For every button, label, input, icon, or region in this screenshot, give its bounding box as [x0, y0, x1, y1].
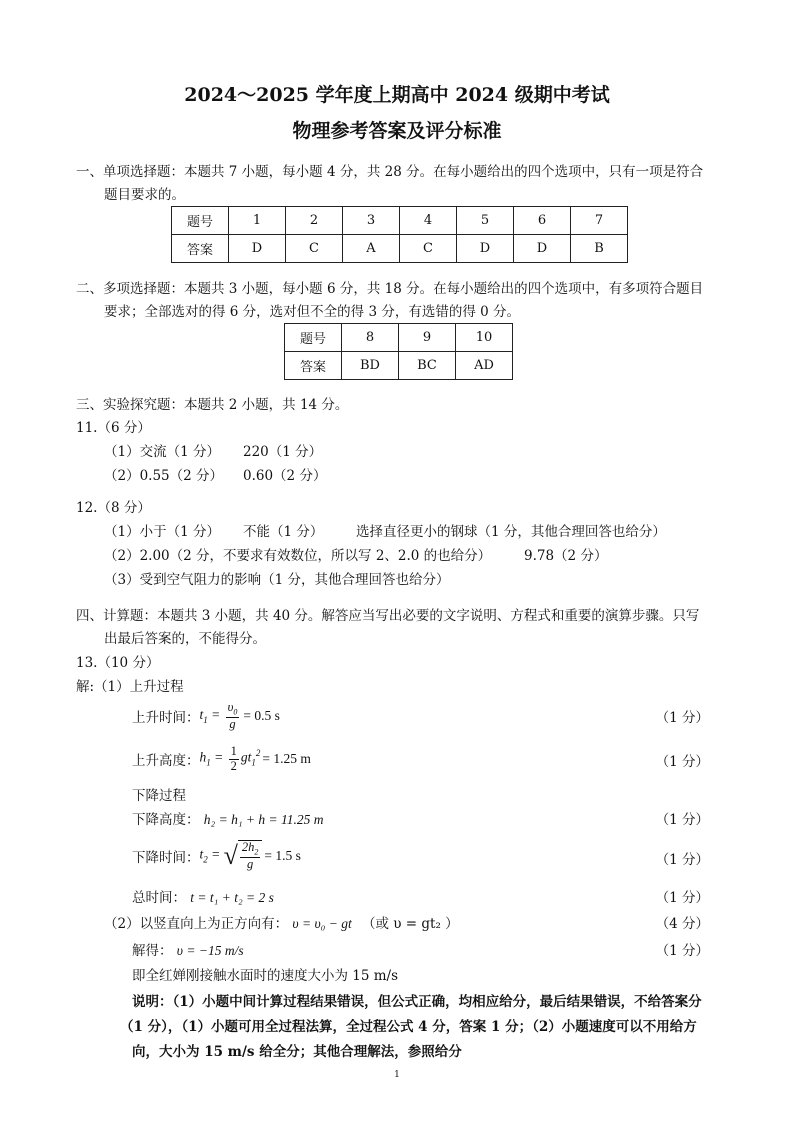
table-cell: 10 [456, 324, 513, 352]
descend-height-label: 下降高度： [132, 812, 200, 828]
score: （1 分） [655, 812, 709, 828]
rise-time-line [132, 700, 280, 732]
score: （1 分） [655, 710, 709, 726]
descend-time-result: = 1.5 s [264, 848, 301, 863]
page-number: 1 [394, 1070, 400, 1080]
table-cell: 9 [399, 324, 456, 352]
descend-time-formula: $t_2$ = √ $\frac{2h_2}{g}$ [200, 840, 263, 871]
score: （1 分） [655, 943, 709, 959]
table-cell: 3 [343, 207, 400, 235]
table-row [172, 235, 628, 263]
table-cell: D [229, 235, 286, 263]
q13-solve-prefix: 解:（1）上升过程 [76, 679, 184, 695]
note-line-3: 向，大小为 15 m/s 给全分；其他合理解法，参照给分 [132, 1044, 462, 1060]
table-cell: BD [342, 352, 399, 380]
note-line-1: 说明：（1）小题中间计算过程结果错误，但公式正确，均相应给分，最后结果错误，不给答案分 [132, 994, 702, 1010]
descend-heading: 下降过程 [132, 788, 186, 804]
q12-answer-2: （2）2.00（2 分，不要求有效数位，所以写 2、2.0 的也给分） [104, 548, 492, 564]
table-cell-label: 答案 [285, 352, 342, 380]
part2-formula: υ = υ₀ − gt [292, 916, 352, 931]
part2-alt: （或 υ = gt₂ ） [362, 916, 459, 932]
table-row [172, 207, 628, 235]
part2-text: （2）以竖直向上为正方向有： [104, 916, 289, 932]
table-cell: 4 [400, 207, 457, 235]
q11-answer-1: （1）交流（1 分） [104, 444, 220, 460]
conclusion: 即全红婵刚接触水面时的速度大小为 15 m/s [132, 968, 399, 984]
sec2-answer-table [284, 323, 513, 380]
rise-height-label: 上升高度： [132, 753, 200, 769]
table-cell: AD [456, 352, 513, 380]
sec1-answer-table [171, 206, 628, 263]
q11-heading: 11.（6 分） [76, 420, 151, 436]
score: （4 分） [655, 916, 709, 932]
rise-height-result: = 1.25 m [262, 751, 311, 766]
q13-heading: 13.（10 分） [76, 655, 160, 671]
q12-answer-2b: 9.78（2 分） [524, 548, 608, 564]
sec2-heading-line2: 要求；全部选对的得 6 分，选对但不全的得 3 分，有选错的得 0 分。 [104, 304, 521, 320]
table-cell: 7 [571, 207, 628, 235]
rise-time-result: = 0.5 s [243, 708, 280, 723]
score: （1 分） [655, 890, 709, 906]
table-cell: 1 [229, 207, 286, 235]
table-cell: A [343, 235, 400, 263]
q11-answer-2b: 0.60（2 分） [243, 468, 327, 484]
rise-time-label: 上升时间： [132, 710, 200, 726]
note-line-2: （1 分），（1）小题可用全过程法算，全过程公式 4 分，答案 1 分；（2）小题速度可以不用给方 [120, 1019, 697, 1035]
q12-answer-1c: 选择直径更小的钢球（1 分，其他合理回答也给分） [356, 524, 666, 540]
rise-time-formula: $t_1$ = $\frac{\upsilon_0}{g}$ [199, 699, 238, 731]
q12-answer-1: （1）小于（1 分） [104, 524, 220, 540]
q12-answer-1b: 不能（1 分） [243, 524, 324, 540]
total-time-line [132, 886, 274, 906]
descend-height-line [132, 808, 324, 828]
sec3-heading: 三、实验探究题：本题共 2 小题，共 14 分。 [76, 397, 349, 413]
solve-line [132, 939, 244, 959]
table-cell: C [400, 235, 457, 263]
solve-result: υ = −15 m/s [176, 943, 244, 958]
total-time-label: 总时间： [132, 890, 186, 906]
table-cell: 6 [514, 207, 571, 235]
score: （1 分） [655, 852, 709, 868]
table-cell: BC [399, 352, 456, 380]
descend-height-formula: h₂ = h₁ + h = 11.25 m [203, 812, 324, 827]
page-title: 2024～2025 学年度上期高中 2024 级期中考试 [184, 84, 610, 106]
part2-line [104, 912, 459, 932]
sec4-heading-line2: 出最后答案的，不能得分。 [104, 631, 266, 647]
total-time-formula: t = t₁ + t₂ = 2 s [190, 890, 274, 905]
sec4-heading-line1: 四、计算题：本题共 3 小题，共 40 分。解答应当写出必要的文字说明、方程式和重要的演算步骤。只写 [76, 608, 700, 624]
table-cell: 5 [457, 207, 514, 235]
table-row [285, 324, 513, 352]
q11-answer-1b: 220（1 分） [243, 444, 323, 460]
sec1-heading-line2: 题目要求的。 [104, 187, 185, 203]
table-cell-label: 答案 [172, 235, 229, 263]
table-cell-label: 题号 [285, 324, 342, 352]
descend-time-line [132, 836, 301, 876]
rise-height-line [132, 743, 311, 775]
solve-label: 解得： [132, 943, 173, 959]
page-subtitle: 物理参考答案及评分标准 [292, 120, 502, 142]
q11-answer-2: （2）0.55（2 分） [104, 468, 224, 484]
q12-answer-3: （3）受到空气阻力的影响（1 分，其他合理回答也给分） [104, 572, 450, 588]
table-cell: B [571, 235, 628, 263]
score: （1 分） [655, 754, 709, 770]
rise-height-formula: $h_1$ = $\frac{1}{2}$ $gt_1^2$ [199, 744, 261, 773]
sec1-heading-line1: 一、单项选择题：本题共 7 小题，每小题 4 分，共 28 分。在每小题给出的四个选项中，只有一项是符合 [76, 164, 704, 180]
table-cell-label: 题号 [172, 207, 229, 235]
table-cell: D [457, 235, 514, 263]
table-cell: 2 [286, 207, 343, 235]
q12-heading: 12.（8 分） [76, 500, 151, 516]
sec2-heading-line1: 二、多项选择题：本题共 3 小题，每小题 6 分，共 18 分。在每小题给出的四个选项中，有多项符合题目 [76, 281, 704, 297]
table-cell: C [286, 235, 343, 263]
table-cell: 8 [342, 324, 399, 352]
descend-time-label: 下降时间： [132, 850, 200, 866]
table-row [285, 352, 513, 380]
table-cell: D [514, 235, 571, 263]
